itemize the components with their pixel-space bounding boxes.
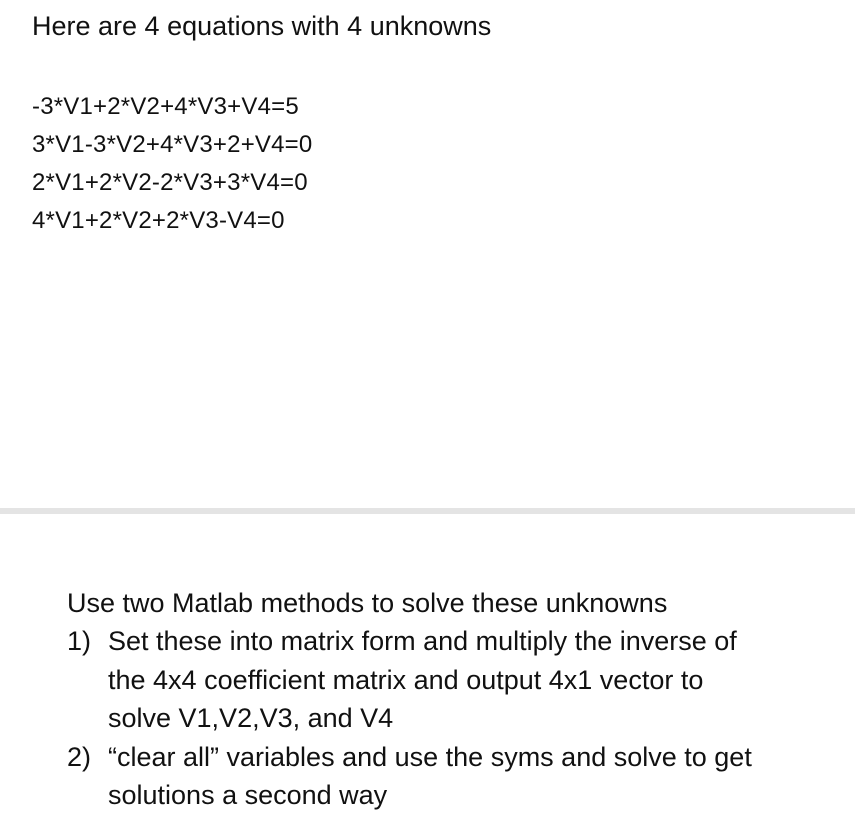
method-list	[67, 622, 807, 815]
method-number: 1)	[67, 626, 92, 656]
instructions-title: Use two Matlab methods to solve these unknowns	[67, 588, 668, 618]
equation-line: -3*V1+2*V2+4*V3+V4=5	[32, 93, 299, 120]
equation-line: 2*V1+2*V2-2*V3+3*V4=0	[32, 169, 308, 196]
intro-heading: Here are 4 equations with 4 unknowns	[32, 11, 492, 41]
method-item	[67, 622, 807, 738]
method-item	[67, 738, 807, 815]
method-text: Set these into matrix form and multiply the inverse of the 4x4 coefficient matrix and output 4x1 vector to solve V1,V2,V3, and V4	[108, 626, 737, 733]
equation-list	[32, 88, 312, 240]
equation-line: 4*V1+2*V2+2*V3-V4=0	[32, 207, 285, 234]
method-number: 2)	[67, 741, 92, 772]
equation-line: 3*V1-3*V2+4*V3+2+V4=0	[32, 131, 313, 158]
method-text: “clear all” variables and use the syms and solve to get solutions a second way	[108, 741, 752, 810]
section-divider	[0, 508, 855, 514]
